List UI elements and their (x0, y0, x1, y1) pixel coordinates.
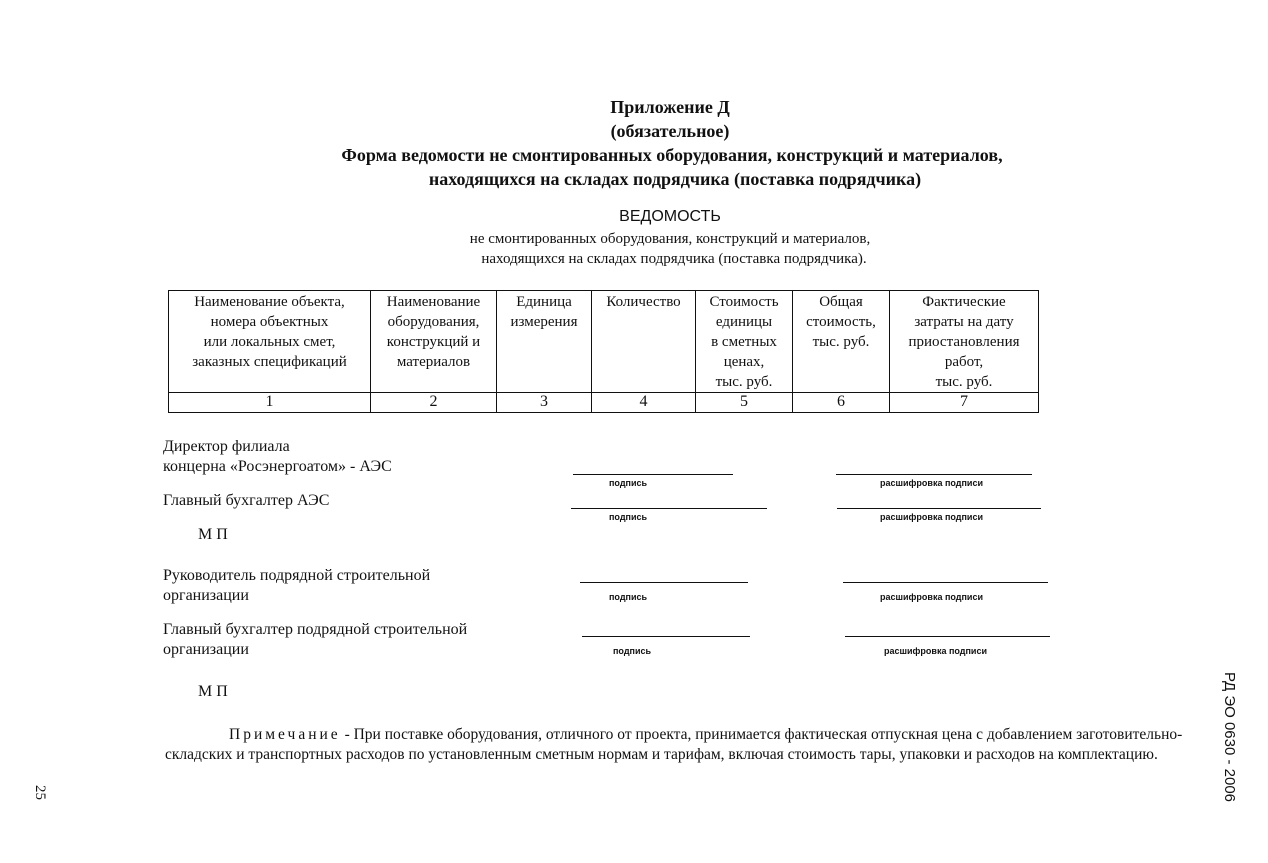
header-text-line: заказных спецификаций (192, 354, 347, 370)
contractor-accountant-line2: организации (163, 641, 249, 658)
decoding-caption: расшифровка подписи (880, 592, 983, 602)
column-number: 2 (371, 393, 497, 413)
note-paragraph (165, 725, 1195, 765)
column-number: 1 (169, 393, 371, 413)
form-title-line1: Форма ведомости не смонтированных оборудования, конструкций и материалов, (341, 145, 1003, 165)
statement-title: ВЕДОМОСТЬ (619, 208, 721, 225)
header-unit-cost (696, 291, 793, 393)
header-text-line: или локальных смет, (203, 334, 336, 350)
statement-table (168, 290, 1039, 413)
stamp-placeholder: М П (198, 526, 228, 543)
form-title-line2: находящихся на складах подрядчика (поставка подрядчика) (428, 169, 922, 189)
table-number-row (169, 393, 1039, 413)
header-text-line: Наименование (386, 294, 481, 310)
statement-subtitle-line2: находящихся на складах подрядчика (поставка подрядчика). (481, 251, 867, 267)
npp-accountant-signature-line (571, 508, 767, 509)
signature-caption: подпись (609, 512, 648, 522)
column-number: 6 (793, 393, 890, 413)
column-number: 5 (696, 393, 793, 413)
npp-chief-accountant: Главный бухгалтер АЭС (163, 492, 330, 509)
contractor-head-signature-line (580, 582, 748, 583)
contractor-head-line1: Руководитель подрядной строительной (163, 567, 431, 584)
table-header-row (169, 291, 1039, 393)
header-text-line: Общая (819, 294, 863, 310)
header-text-line: оборудования, (387, 314, 480, 330)
decoding-caption: расшифровка подписи (880, 478, 983, 488)
contractor-head-decoding-line (843, 582, 1048, 583)
header-quantity (592, 291, 696, 393)
header-text-line: в сметных (711, 334, 777, 350)
column-number: 4 (592, 393, 696, 413)
header-text-line: Стоимость (709, 294, 779, 310)
column-number: 3 (497, 393, 592, 413)
director-signature-line (573, 474, 733, 475)
signature-caption: подпись (613, 646, 652, 656)
signature-caption: подпись (609, 478, 648, 488)
document-code: РД ЭО 0630 - 2006 (1221, 672, 1238, 803)
header-unit (497, 291, 592, 393)
header-text-line: тыс. руб. (715, 374, 773, 390)
signature-caption: подпись (609, 592, 648, 602)
contractor-head-line2: организации (163, 587, 249, 604)
header-text-line: единицы (715, 314, 773, 330)
contractor-accountant-decoding-line (845, 636, 1050, 637)
director-title-line2: концерна «Росэнергоатом» - АЭС (163, 458, 392, 475)
header-text-line: приостановления (908, 334, 1020, 350)
contractor-accountant-line1: Главный бухгалтер подрядной строительной (163, 621, 468, 638)
decoding-caption: расшифровка подписи (884, 646, 987, 656)
header-text-line: Единица (516, 294, 572, 310)
header-text-line: Наименование объекта, (194, 294, 345, 310)
note-label: Примечание (229, 726, 341, 743)
header-equipment-name (371, 291, 497, 393)
header-text-line: работ, (944, 354, 984, 370)
header-text-line: измерения (510, 314, 578, 330)
header-text-line: конструкций и (386, 334, 481, 350)
header-text-line: Фактические (922, 294, 1006, 310)
director-title-line1: Директор филиала (163, 438, 290, 455)
header-actual-costs (890, 291, 1039, 393)
npp-accountant-decoding-line (837, 508, 1041, 509)
header-text-line: затраты на дату (914, 314, 1014, 330)
header-object-name (169, 291, 371, 393)
note-text: - При поставке оборудования, отличного от проекта, принимается фактическая отпускная цена с добавлением заготовительно-складских и транспортных расходов по установленным сметным нормам и тарифам, включая стоимость тары, упаковки и расходов на комплектацию. (165, 726, 1183, 763)
header-total-cost (793, 291, 890, 393)
statement-subtitle-line1: не смонтированных оборудования, конструкций и материалов, (469, 231, 871, 247)
header-text-line: тыс. руб. (812, 334, 870, 350)
director-decoding-line (836, 474, 1032, 475)
column-number: 7 (890, 393, 1039, 413)
header-text-line: ценах, (723, 354, 765, 370)
appendix-status: (обязательное) (610, 121, 730, 141)
contractor-accountant-signature-line (582, 636, 750, 637)
appendix-title: Приложение Д (610, 97, 730, 117)
header-text-line: Количество (606, 294, 681, 310)
page-number: 25 (32, 785, 48, 800)
stamp-placeholder: М П (198, 683, 228, 700)
header-text-line: стоимость, (806, 314, 876, 330)
header-text-line: номера объектных (210, 314, 329, 330)
header-text-line: материалов (396, 354, 471, 370)
decoding-caption: расшифровка подписи (880, 512, 983, 522)
header-text-line: тыс. руб. (935, 374, 993, 390)
